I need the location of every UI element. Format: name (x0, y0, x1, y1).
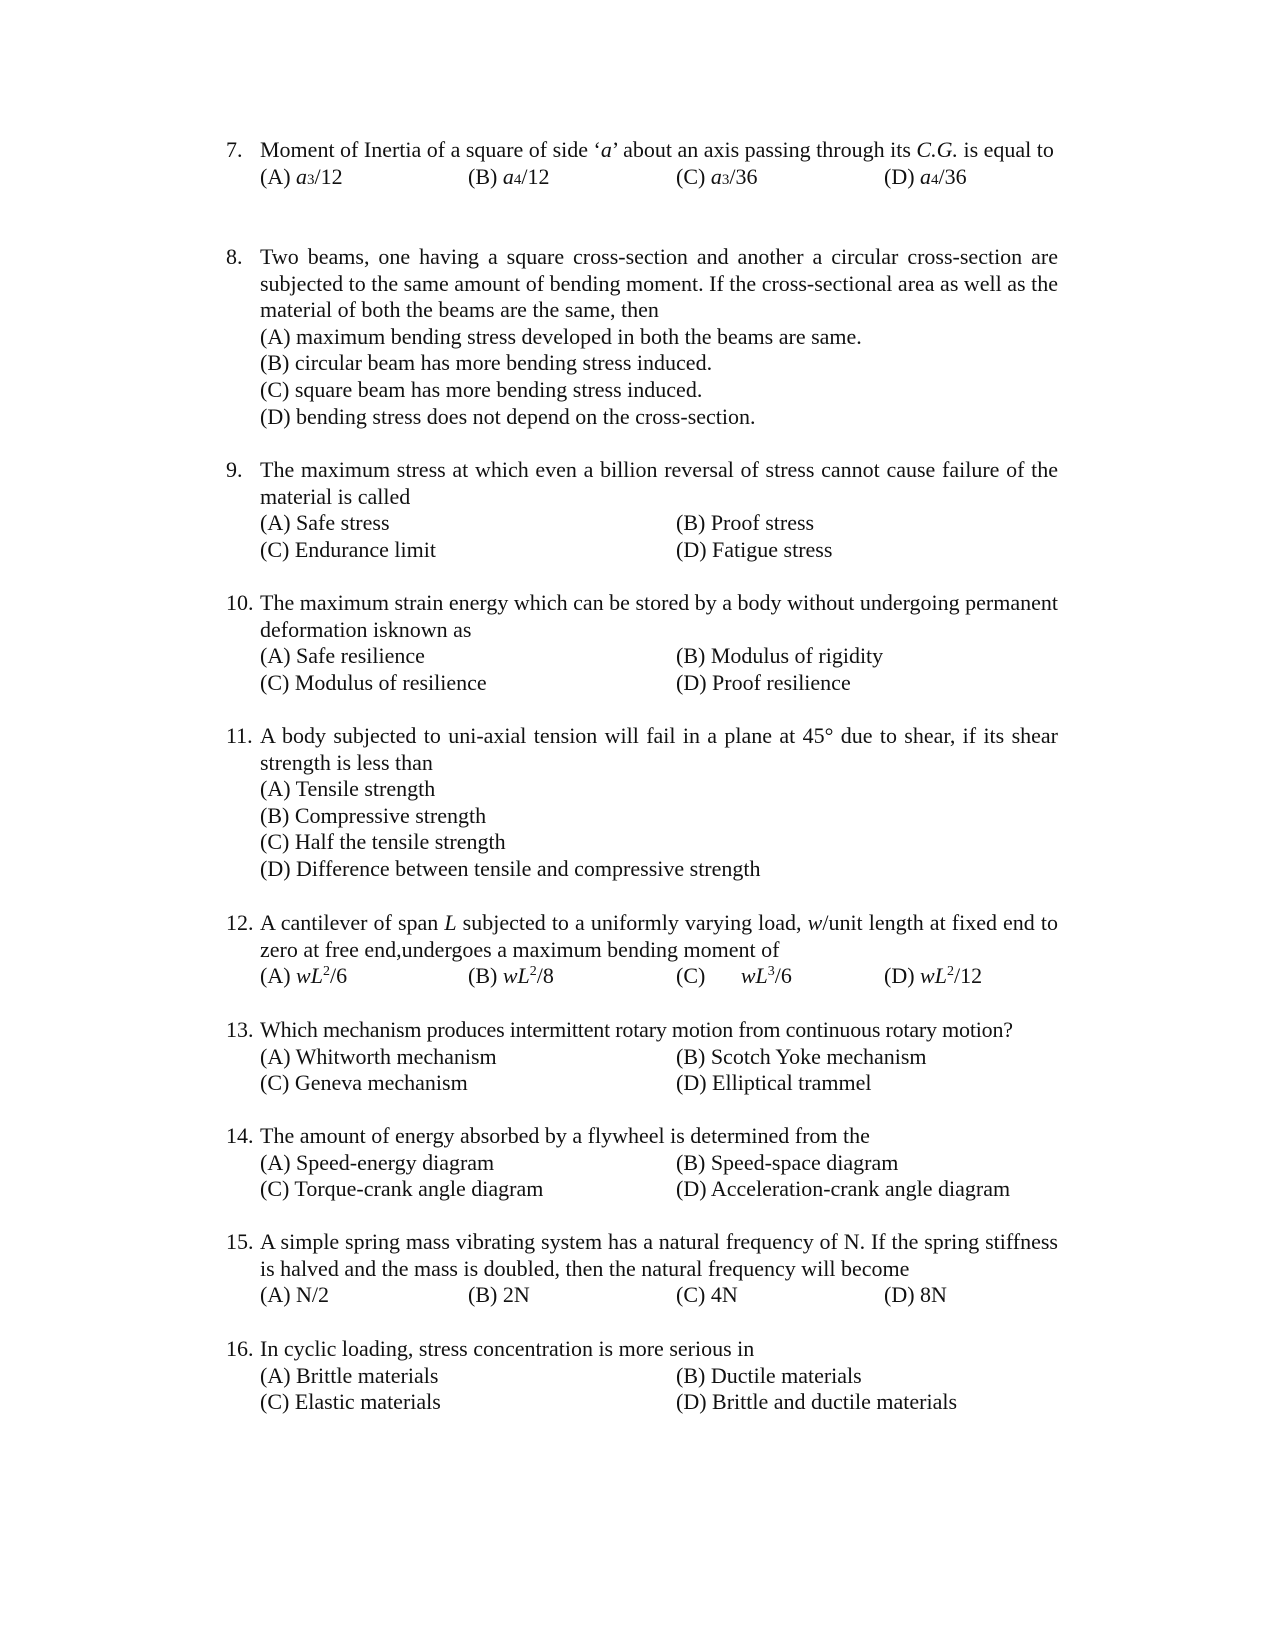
question-number: 13. (226, 1017, 254, 1042)
question-number: 10. (226, 590, 254, 615)
question-stem: The amount of energy absorbed by a flywheel is determined from the (260, 1123, 870, 1148)
option-b: (B) circular beam has more bending stress induced. (260, 350, 713, 376)
option-b: (B) 2N (468, 1282, 530, 1308)
question-11 (226, 723, 1058, 883)
option-d: (D) Elliptical trammel (676, 1070, 872, 1096)
question-8 (226, 244, 1058, 430)
option-d: (D) Proof resilience (676, 669, 851, 695)
option-a: (A) Whitworth mechanism (260, 1043, 497, 1069)
question-stem: In cyclic loading, stress concentration is more serious in (260, 1336, 755, 1361)
question-stem: The maximum stress at which even a billion reversal of stress cannot cause failure of the material is called (260, 457, 1058, 509)
option-d: (D) Difference between tensile and compressive strength (260, 855, 761, 881)
question-number: 7. (226, 137, 243, 162)
option-a: (A) a3/12 (260, 163, 343, 189)
option-a: (A) Speed-energy diagram (260, 1149, 495, 1175)
option-d: (D) a4/36 (884, 163, 967, 189)
question-stem: Moment of Inertia of a square of side ‘a’ about an axis passing through its C.G. is equal to (260, 137, 1054, 162)
option-d: (D) Fatigue stress (676, 536, 833, 562)
question-10 (226, 590, 1058, 696)
option-c: (C) Endurance limit (260, 536, 436, 562)
option-c: (C) a3/36 (676, 163, 758, 189)
option-b: (B) Modulus of rigidity (676, 643, 884, 669)
option-a: (A) Brittle materials (260, 1362, 439, 1388)
option-d: (D) $wL^2/12$ (884, 963, 983, 989)
option-a: (A) Safe resilience (260, 643, 425, 669)
options (260, 510, 1058, 563)
options (260, 1363, 1058, 1416)
option-d: (D) Brittle and ductile materials (676, 1389, 958, 1415)
option-b: (B) Scotch Yoke mechanism (676, 1043, 927, 1069)
option-a: (A) Safe stress (260, 510, 390, 536)
question-number: 15. (226, 1229, 254, 1254)
question-number: 11. (226, 723, 253, 748)
option-a: (A) maximum bending stress developed in both the beams are same. (260, 323, 862, 349)
options (260, 1044, 1058, 1097)
option-d: (D) bending stress does not depend on the cross-section. (260, 403, 756, 429)
option-b: (B) a4/12 (468, 163, 550, 189)
question-number: 8. (226, 244, 243, 269)
question-stem: A cantilever of span L subjected to a uniformly varying load, w/unit length at fixed end to zero at free end,undergoes a maximum bending moment of (260, 910, 1058, 962)
option-b: (B) $wL^2/8$ (468, 963, 554, 989)
option-b: (B) Ductile materials (676, 1362, 862, 1388)
options (260, 1150, 1058, 1203)
option-c: (C) Geneva mechanism (260, 1070, 468, 1096)
question-12 (226, 910, 1058, 990)
option-c: (C) $wL^3/6$ (676, 963, 792, 989)
question-16 (226, 1336, 1058, 1416)
option-a: (A) Tensile strength (260, 776, 436, 802)
options (260, 643, 1058, 696)
option-c: (C) Torque-crank angle diagram (260, 1176, 544, 1202)
option-c: (C) Modulus of resilience (260, 669, 487, 695)
option-d: (D) Acceleration-crank angle diagram (676, 1176, 1011, 1202)
question-number: 14. (226, 1123, 254, 1148)
options (260, 963, 1058, 990)
question-number: 12. (226, 910, 254, 935)
option-b: (B) Proof stress (676, 510, 815, 536)
option-c: (C) 4N (676, 1282, 738, 1308)
option-c: (C) Elastic materials (260, 1389, 441, 1415)
question-7 (226, 137, 1058, 193)
question-15 (226, 1229, 1058, 1309)
question-14 (226, 1123, 1058, 1203)
option-a: (A) $wL^2/6$ (260, 963, 348, 989)
question-13 (226, 1017, 1058, 1097)
option-c: (C) square beam has more bending stress induced. (260, 376, 703, 402)
question-stem: The maximum strain energy which can be stored by a body without undergoing permanent deformation isknown as (260, 590, 1058, 642)
question-number: 16. (226, 1336, 254, 1361)
option-a: (A) N/2 (260, 1282, 330, 1308)
question-stem: Two beams, one having a square cross-section and another a circular cross-section are subjected to the same amount of bending moment. If the cross-sectional area as well as the material of both the beams are the same, then (260, 244, 1058, 323)
question-stem: Which mechanism produces intermittent rotary motion from continuous rotary motion? (260, 1017, 1013, 1042)
options (260, 164, 1058, 194)
options (260, 1282, 1058, 1309)
option-d: (D) 8N (884, 1282, 947, 1308)
option-b: (B) Speed-space diagram (676, 1149, 899, 1175)
question-stem: A body subjected to uni-axial tension will fail in a plane at 45° due to shear, if its shear strength is less than (260, 723, 1058, 775)
question-9 (226, 457, 1058, 563)
question-number: 9. (226, 457, 243, 482)
option-b: (B) Compressive strength (260, 802, 487, 828)
question-stem: A simple spring mass vibrating system has a natural frequency of N. If the spring stiffness is halved and the mass is doubled, then the natural frequency will become (260, 1229, 1058, 1281)
option-c: (C) Half the tensile strength (260, 829, 506, 855)
